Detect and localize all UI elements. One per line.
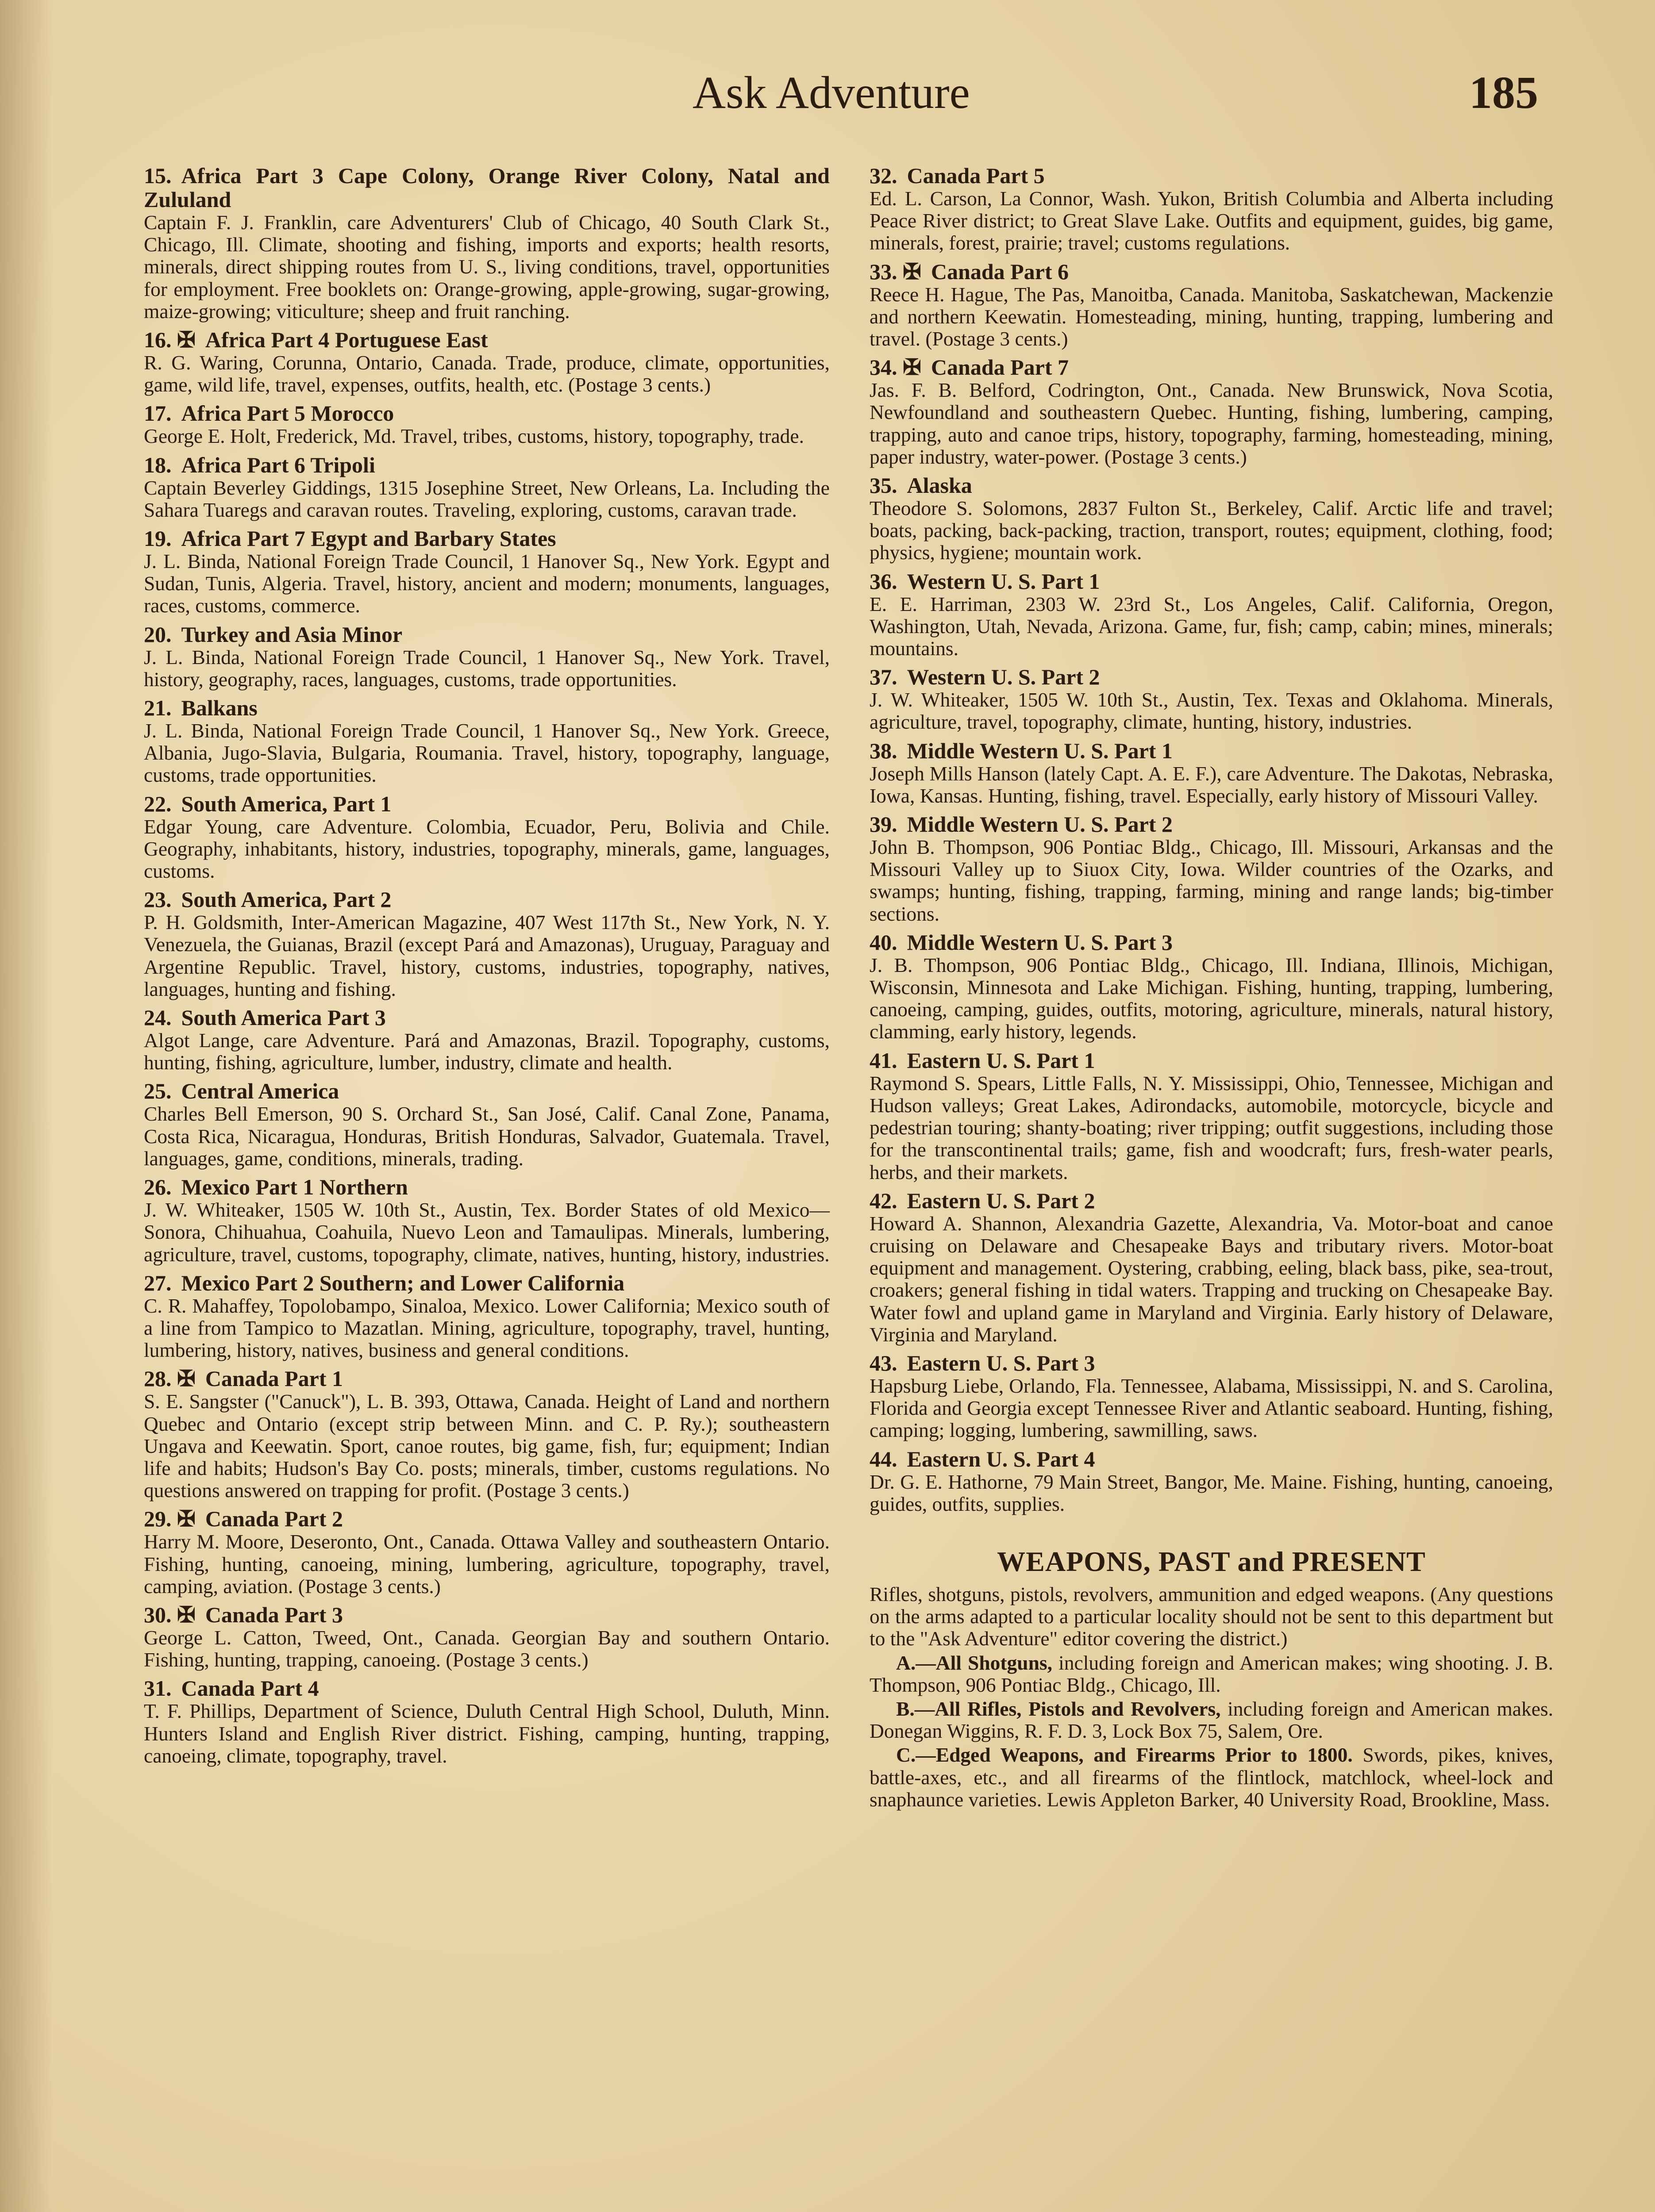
weapons-b-title: B.—All Rifles, Pistols and Revolvers, bbox=[896, 1697, 1221, 1720]
page-header bbox=[0, 66, 1655, 137]
entry-title bbox=[144, 1271, 830, 1295]
directory-entry bbox=[870, 260, 1553, 350]
weapons-c-title: C.—Edged Weapons, and Firearms Prior to 1800. bbox=[896, 1743, 1353, 1767]
entry-title bbox=[870, 930, 1553, 954]
directory-entry bbox=[144, 696, 830, 787]
entry-title bbox=[870, 665, 1553, 689]
weapons-heading: WEAPONS, PAST and PRESENT bbox=[997, 1545, 1426, 1577]
entry-title-text: Eastern U. S. Part 3 bbox=[907, 1350, 1095, 1375]
entry-number: 42. bbox=[870, 1188, 897, 1213]
entry-number: 44. bbox=[870, 1446, 897, 1471]
entry-body: J. W. Whiteaker, 1505 W. 10th St., Austin, Tex. Border States of old Mexico—Sonora, Chihuahua, Coahuila, Nuevo Leon and Tamaulipas. Minerals, lumbering, agriculture, travel, customs, topography, climate, natives, hunting, history, industries. bbox=[144, 1198, 830, 1266]
directory-entry bbox=[870, 930, 1553, 1043]
entry-title bbox=[144, 1079, 830, 1103]
entry-number: 23. bbox=[144, 887, 172, 912]
right-column bbox=[870, 164, 1553, 1813]
entry-body: Hapsburg Liebe, Orlando, Fla. Tennessee, Alabama, Mississippi, N. and S. Carolina, Florida and Georgia except Tennessee River and Atlantic seaboard. Hunting, fishing, camping; logging, lumbering, sawmilling, saws. bbox=[870, 1374, 1553, 1442]
entry-title-text: Mexico Part 1 Northern bbox=[181, 1175, 408, 1200]
entry-number: 20. bbox=[144, 622, 172, 647]
entry-number: 15. bbox=[144, 163, 172, 188]
directory-entry bbox=[144, 1507, 830, 1598]
entry-body: J. L. Binda, National Foreign Trade Council, 1 Hanover Sq., New York. Greece, Albania, Jugo-Slavia, Bulgaria, Roumania. Travel, history, topography, language, customs, trade opportunities. bbox=[144, 719, 830, 787]
entry-title-text: Middle Western U. S. Part 3 bbox=[907, 929, 1173, 955]
entry-number: 43. bbox=[870, 1350, 897, 1375]
directory-entry bbox=[870, 1447, 1553, 1515]
entry-body: J. L. Binda, National Foreign Trade Council, 1 Hanover Sq., New York. Travel, history, geography, races, languages, customs, trade opportunities. bbox=[144, 645, 830, 691]
entry-title bbox=[144, 887, 830, 911]
entry-number: 35. bbox=[870, 473, 897, 498]
entry-body: Edgar Young, care Adventure. Colombia, Ecuador, Peru, Bolivia and Chile. Geography, inhabitants, history, industries, topography, minerals, game, languages, customs. bbox=[144, 815, 830, 883]
entry-title-text: Canada Part 6 bbox=[931, 259, 1069, 284]
entry-number: 34. ✠ bbox=[870, 355, 921, 380]
entry-body: J. B. Thompson, 906 Pontiac Bldg., Chicago, Ill. Indiana, Illinois, Michigan, Wisconsin, Minnesota and Lake Michigan. Fishing, hunting, trapping, lumbering, canoeing, camping, guides, outfits, motoring, agriculture, minerals, natural history, clamming, early history, legends. bbox=[870, 953, 1553, 1043]
entry-body: Captain F. J. Franklin, care Adventurers' Club of Chicago, 40 South Clark St., Chicago, Ill. Climate, shooting and fishing, imports and exports; health resorts, minerals, direct shipping routes from U. S., living conditions, travel, opportunities for employment. Free booklets on: Orange-growing, apple-growing, sugar-growing, maize-growing; viticulture; sheep and fruit ranching. bbox=[144, 211, 830, 323]
directory-entry bbox=[144, 622, 830, 691]
entry-title-text: Canada Part 2 bbox=[205, 1506, 343, 1532]
entry-title bbox=[144, 1603, 830, 1627]
entry-number: 39. bbox=[870, 812, 897, 837]
entry-title bbox=[144, 328, 830, 352]
entry-number: 37. bbox=[870, 664, 897, 690]
entry-title bbox=[144, 164, 830, 211]
entry-title-text: South America Part 3 bbox=[181, 1005, 386, 1030]
entry-body: T. F. Phillips, Department of Science, Duluth Central High School, Duluth, Minn. Hunters Island and English River district. Fishing, camping, hunting, trapping, canoeing, climate, topography, travel. bbox=[144, 1700, 830, 1767]
entry-title bbox=[870, 473, 1553, 497]
entry-title bbox=[144, 696, 830, 720]
directory-entry bbox=[870, 812, 1553, 925]
entry-title bbox=[870, 1189, 1553, 1213]
entry-title-text: South America, Part 2 bbox=[181, 887, 392, 912]
directory-entry bbox=[144, 526, 830, 617]
entry-body: Captain Beverley Giddings, 1315 Josephine Street, New Orleans, La. Including the Sahara Tuaregs and caravan routes. Traveling, exploring, customs, caravan trade. bbox=[144, 476, 830, 521]
entry-title bbox=[870, 569, 1553, 593]
entry-body: J. L. Binda, National Foreign Trade Council, 1 Hanover Sq., New York. Egypt and Sudan, Tunis, Algeria. Travel, history, ancient and modern; monuments, languages, races, customs, commerce. bbox=[144, 550, 830, 617]
directory-entry bbox=[870, 1351, 1553, 1442]
directory-entry bbox=[144, 1175, 830, 1266]
page-number: 185 bbox=[1469, 67, 1538, 118]
entry-body: Dr. G. E. Hathorne, 79 Main Street, Bangor, Me. Maine. Fishing, hunting, canoeing, guides, outfits, supplies. bbox=[870, 1470, 1553, 1515]
entry-number: 17. bbox=[144, 401, 172, 426]
entry-body: George E. Holt, Frederick, Md. Travel, tribes, customs, history, topography, trade. bbox=[144, 425, 804, 448]
entry-body: Algot Lange, care Adventure. Pará and Amazonas, Brazil. Topography, customs, hunting, fishing, agriculture, lumber, industry, climate and health. bbox=[144, 1029, 830, 1074]
entry-title bbox=[144, 1676, 830, 1700]
entry-title bbox=[144, 792, 830, 816]
entry-title-text: Canada Part 5 bbox=[907, 163, 1045, 188]
entry-title-text: Turkey and Asia Minor bbox=[181, 622, 403, 647]
entry-body: George L. Catton, Tweed, Ont., Canada. Georgian Bay and southern Ontario. Fishing, hunting, trapping, canoeing. (Postage 3 cents.) bbox=[144, 1626, 830, 1671]
entry-number: 38. bbox=[870, 738, 897, 763]
entry-title-text: Alaska bbox=[907, 473, 972, 498]
entry-title-text: Eastern U. S. Part 4 bbox=[907, 1446, 1095, 1471]
entry-title bbox=[144, 453, 830, 477]
entry-title-text: Canada Part 7 bbox=[931, 355, 1069, 380]
entry-title bbox=[870, 164, 1553, 188]
entry-title bbox=[870, 260, 1553, 284]
directory-entry bbox=[144, 164, 830, 323]
directory-entry bbox=[144, 1367, 830, 1502]
right-entries bbox=[870, 164, 1553, 1515]
entry-body: Raymond S. Spears, Little Falls, N. Y. Mississippi, Ohio, Tennessee, Michigan and Hudson valleys; Great Lakes, Adirondacks, automobile, motorcycle, bicycle and pedestrian touring; shanty-boating; river tripping; outfit suggestions, including those for the transcontinental trails; game, fish and woodcraft; furs, fresh-water pearls, herbs, and their markets. bbox=[870, 1071, 1553, 1183]
entry-title-text: Western U. S. Part 2 bbox=[907, 664, 1100, 690]
weapons-b bbox=[870, 1698, 1553, 1742]
left-column bbox=[144, 164, 830, 1772]
entry-title-text: Africa Part 6 Tripoli bbox=[181, 452, 375, 477]
entry-title-text: Africa Part 7 Egypt and Barbary States bbox=[181, 526, 556, 551]
directory-entry bbox=[144, 1271, 830, 1362]
entry-body: Jas. F. B. Belford, Codrington, Ont., Canada. New Brunswick, Nova Scotia, Newfoundland and southeastern Quebec. Hunting, fishing, lumbering, camping, trapping, auto and canoe trips, history, topography, farming, homesteading, mining, paper industry, water-power. (Postage 3 cents.) bbox=[870, 379, 1553, 468]
entry-title-text: Eastern U. S. Part 2 bbox=[907, 1188, 1095, 1213]
entry-title bbox=[144, 1367, 830, 1390]
directory-entry bbox=[870, 1189, 1553, 1346]
entry-title bbox=[870, 739, 1553, 763]
entry-body: Charles Bell Emerson, 90 S. Orchard St., San José, Calif. Canal Zone, Panama, Costa Rica, Nicaragua, Honduras, British Honduras, Salvador, Guatemala. Travel, languages, game, conditions, minerals, trading. bbox=[144, 1102, 830, 1170]
weapons-b-body: including foreign and American makes. Donegan Wiggins, R. F. D. 3, Lock Box 75, Salem, Ore. bbox=[870, 1697, 1553, 1743]
entry-body: E. E. Harriman, 2303 W. 23rd St., Los Angeles, Calif. California, Oregon, Washington, Utah, Nevada, Arizona. Game, fur, fish; camp, cabin; mines, minerals; mountains. bbox=[870, 592, 1553, 660]
entry-body: J. W. Whiteaker, 1505 W. 10th St., Austin, Tex. Texas and Oklahoma. Minerals, agriculture, travel, topography, climate, hunting, history, industries. bbox=[870, 688, 1553, 733]
weapons-a-title: A.—All Shotguns, bbox=[896, 1651, 1052, 1674]
entry-body: Harry M. Moore, Deseronto, Ont., Canada. Ottawa Valley and southeastern Ontario. Fishing, hunting, canoeing, mining, lumbering, agriculture, topography, travel, camping, aviation. (Postage 3 cents.) bbox=[144, 1530, 830, 1598]
running-title: Ask Adventure bbox=[693, 67, 970, 118]
entry-body: Howard A. Shannon, Alexandria Gazette, Alexandria, Va. Motor-boat and canoe cruising on Delaware and Chesapeake Bays and tributary rivers. Motor-boat equipment and management. Oystering, crabbing, eeling, black bass, pike, sea-trout, croakers; general fishing in tidal waters. Trapping and trucking on Chesapeake Bay. Water fowl and upland game in Maryland and Virginia. Early history of Delaware, Virginia and Maryland. bbox=[870, 1212, 1553, 1346]
directory-entry bbox=[144, 1006, 830, 1074]
entry-body: John B. Thompson, 906 Pontiac Bldg., Chicago, Ill. Missouri, Arkansas and the Missouri Valley up to Siuox City, Iowa. Wilder countries of the Ozarks, and swamps; hunting, fishing, trapping, farming, mining and range lands; big-timber sections. bbox=[870, 836, 1553, 925]
entry-title bbox=[144, 1507, 830, 1531]
entry-number: 29. ✠ bbox=[144, 1506, 196, 1532]
directory-entry bbox=[144, 453, 830, 521]
weapons-intro: Rifles, shotguns, pistols, revolvers, ammunition and edged weapons. (Any questions on the arms adapted to a particular locality should not be sent to this department but to the "Ask Adventure" editor covering the district.) bbox=[870, 1582, 1553, 1650]
entry-title-text: Eastern U. S. Part 1 bbox=[907, 1048, 1095, 1073]
entry-number: 22. bbox=[144, 791, 172, 816]
entry-number: 33. ✠ bbox=[870, 259, 921, 284]
entry-title bbox=[144, 401, 830, 425]
entry-number: 41. bbox=[870, 1048, 897, 1073]
page-edge-shadow bbox=[0, 0, 53, 2212]
entry-title-text: Africa Part 5 Morocco bbox=[181, 401, 394, 426]
directory-entry bbox=[870, 569, 1553, 660]
entry-title-text: Canada Part 3 bbox=[205, 1602, 343, 1627]
entry-number: 27. bbox=[144, 1270, 172, 1295]
entry-number: 30. ✠ bbox=[144, 1602, 196, 1627]
entry-title-text: Middle Western U. S. Part 1 bbox=[907, 738, 1173, 763]
entry-title-text: Mexico Part 2 Southern; and Lower California bbox=[181, 1270, 625, 1295]
weapons-section bbox=[870, 1546, 1553, 1811]
directory-entry bbox=[144, 328, 830, 396]
weapons-c bbox=[870, 1744, 1553, 1811]
directory-entry bbox=[144, 1676, 830, 1767]
entry-title-text: Middle Western U. S. Part 2 bbox=[907, 812, 1173, 837]
entry-number: 19. bbox=[144, 526, 172, 551]
entry-number: 36. bbox=[870, 568, 897, 594]
entry-number: 24. bbox=[144, 1005, 172, 1030]
entry-body: Joseph Mills Hanson (lately Capt. A. E. F.), care Adventure. The Dakotas, Nebraska, Iowa, Kansas. Hunting, fishing, travel. Especially, early history of Missouri Valley. bbox=[870, 762, 1553, 807]
weapons-a bbox=[870, 1652, 1553, 1696]
directory-entry bbox=[870, 473, 1553, 564]
directory-entry bbox=[144, 1079, 830, 1170]
directory-entry bbox=[870, 665, 1553, 733]
entry-number: 26. bbox=[144, 1175, 172, 1200]
entry-title-text: Central America bbox=[181, 1079, 339, 1104]
entry-title-text: South America, Part 1 bbox=[181, 791, 392, 816]
entry-title-text: Africa Part 3 Cape Colony, Orange River Colony, Natal and Zululand bbox=[144, 163, 830, 212]
entry-body: P. H. Goldsmith, Inter-American Magazine, 407 West 117th St., New York, N. Y. Venezuela, the Guianas, Brazil (except Pará and Amazonas), Uruguay, Paraguay and Argentine Republic. Travel, history, customs, industries, topography, natives, languages, hunting and fishing. bbox=[144, 911, 830, 1000]
weapons-c-body: Swords, pikes, knives, battle-axes, etc., and all firearms of the flintlock, matchlock, wheel-lock and snaphaunce varieties. Lewis Appleton Barker, 40 University Road, Brookline, Mass. bbox=[870, 1743, 1554, 1811]
entry-number: 28. ✠ bbox=[144, 1366, 196, 1391]
entry-title bbox=[144, 1006, 830, 1029]
entry-title-text: Canada Part 1 bbox=[205, 1366, 343, 1391]
entry-title bbox=[144, 622, 830, 646]
directory-entry bbox=[144, 887, 830, 1000]
entry-body: R. G. Waring, Corunna, Ontario, Canada. Trade, produce, climate, opportunities, game, wild life, travel, expenses, outfits, health, etc. (Postage 3 cents.) bbox=[144, 351, 830, 396]
entry-title-text: Africa Part 4 Portuguese East bbox=[205, 327, 488, 353]
directory-entry bbox=[870, 164, 1553, 254]
entry-title bbox=[870, 1447, 1553, 1471]
entry-body: C. R. Mahaffey, Topolobampo, Sinaloa, Mexico. Lower California; Mexico south of a line from Tampico to Mazatlan. Mining, agriculture, topography, travel, hunting, lumbering, history, natives, business and general conditions. bbox=[144, 1294, 830, 1362]
entry-title-text: Canada Part 4 bbox=[181, 1676, 319, 1701]
entry-title bbox=[870, 355, 1553, 379]
entry-body: Reece H. Hague, The Pas, Manoitba, Canada. Manitoba, Saskatchewan, Mackenzie and northern Keewatin. Homesteading, mining, hunting, trapping, lumbering and travel. (Postage 3 cents.) bbox=[870, 283, 1553, 350]
directory-entry bbox=[870, 1048, 1553, 1183]
entry-title bbox=[870, 1351, 1553, 1375]
entry-number: 18. bbox=[144, 452, 172, 477]
entry-title bbox=[870, 1048, 1553, 1072]
directory-entry bbox=[870, 355, 1553, 468]
directory-entry bbox=[144, 792, 830, 883]
directory-entry bbox=[144, 1603, 830, 1671]
entry-number: 40. bbox=[870, 929, 897, 955]
entry-title bbox=[870, 812, 1553, 836]
entry-number: 21. bbox=[144, 695, 172, 721]
entry-body: Ed. L. Carson, La Connor, Wash. Yukon, British Columbia and Alberta including Peace River district; to Great Slave Lake. Outfits and equipment, guides, big game, minerals, forest, prairie; travel; customs regulations. bbox=[870, 187, 1553, 254]
directory-entry bbox=[870, 739, 1553, 807]
entry-number: 25. bbox=[144, 1079, 172, 1104]
entry-number: 16. ✠ bbox=[144, 327, 196, 353]
entry-title bbox=[144, 1175, 830, 1199]
directory-entry bbox=[144, 401, 830, 447]
entry-title bbox=[144, 526, 830, 550]
entry-title-text: Balkans bbox=[181, 695, 258, 721]
entry-number: 32. bbox=[870, 163, 897, 188]
entry-body: Theodore S. Solomons, 2837 Fulton St., Berkeley, Calif. Arctic life and travel; boats, packing, back-packing, traction, transport, routes; equipment, clothing, food; physics, hygiene; mountain work. bbox=[870, 497, 1553, 564]
entry-number: 31. bbox=[144, 1676, 172, 1701]
entry-body: S. E. Sangster ("Canuck"), L. B. 393, Ottawa, Canada. Height of Land and northern Quebec and Ontario (except strip between Minn. and C. P. Ry.); southeastern Ungava and Keewatin. Sport, canoe routes, big game, fish, fur; equipment; Indian life and habits; Hudson's Bay Co. posts; minerals, timber, customs regulations. No questions answered on trapping for profit. (Postage 3 cents.) bbox=[144, 1390, 830, 1502]
weapons-a-body: including foreign and American makes; wing shooting. J. B. Thompson, 906 Pontiac Bldg., Chicago, Ill. bbox=[870, 1651, 1553, 1696]
entry-title-text: Western U. S. Part 1 bbox=[907, 568, 1100, 594]
